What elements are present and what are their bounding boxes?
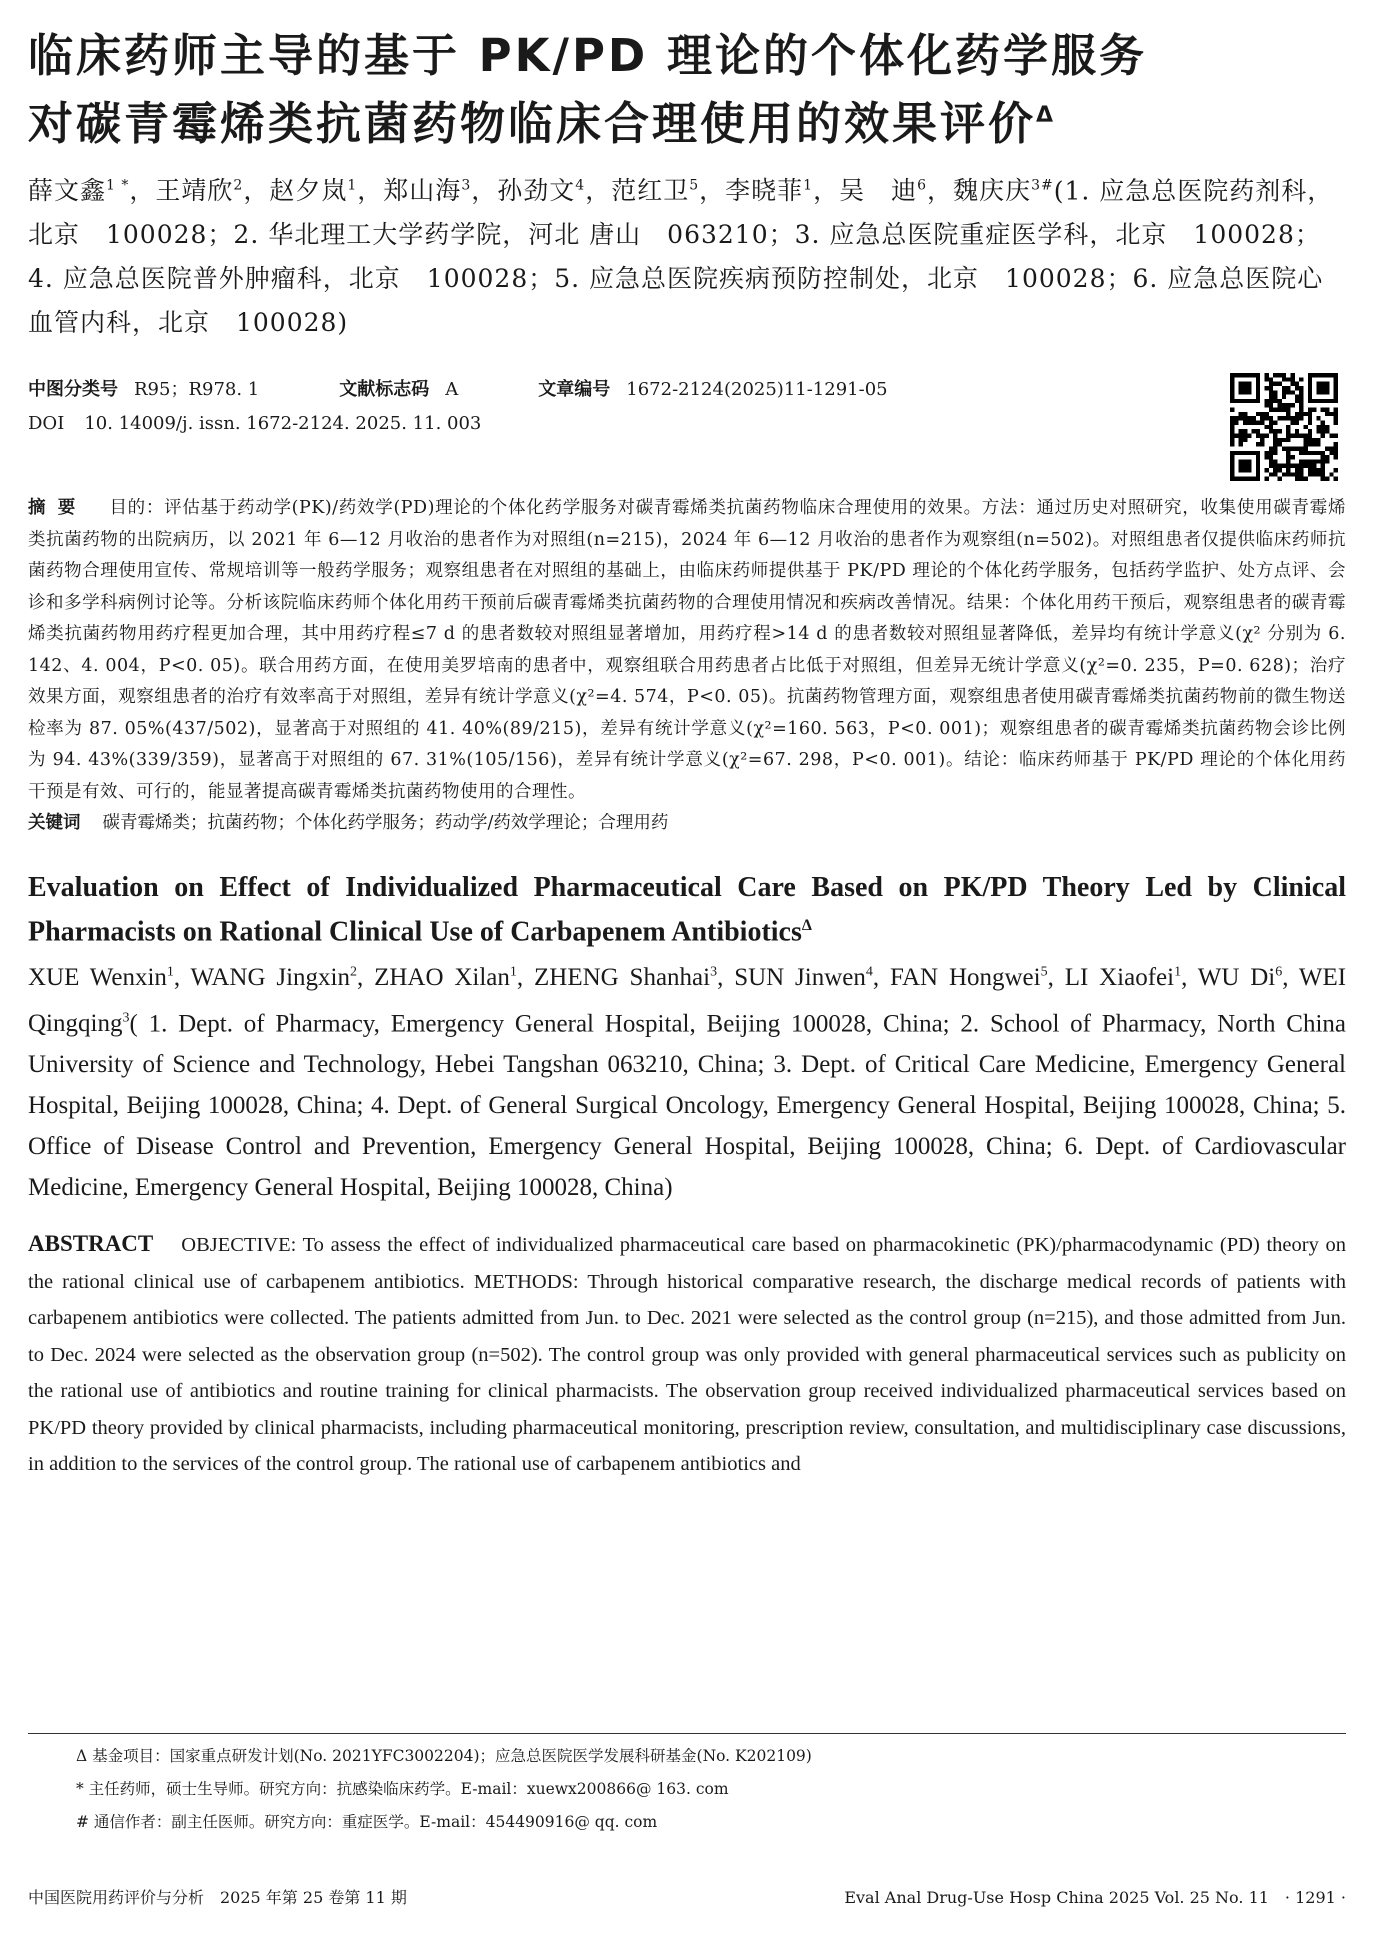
keywords-cn-text: 碳青霉烯类；抗菌药物；个体化药学服务；药动学/药效学理论；合理用药: [102, 813, 669, 834]
article-meta: [28, 373, 1346, 463]
author-name: 薛文鑫: [28, 176, 107, 206]
page-footer: [28, 1885, 1346, 1908]
title-cn-line2: [28, 90, 1346, 158]
author-affiliation-mark: 3#: [1031, 178, 1054, 194]
abstract-en: [28, 1226, 1346, 1483]
author-affiliation-mark: 1: [1174, 964, 1182, 980]
footnote-corresponding: # 通信作者：副主任医师。研究方向：重症医学。E-mail：454490916@ qq. com: [76, 1813, 658, 1831]
author-affiliation-mark: 2: [350, 964, 357, 980]
author-affiliation-mark: 1 *: [106, 178, 130, 194]
doc-code-label: 文献标志码: [339, 379, 430, 401]
title-en-fund-mark: Δ: [801, 917, 812, 935]
author-name: WU Di: [1197, 963, 1276, 991]
keywords-cn-label: 关键词: [28, 813, 81, 834]
title-cn-line2-text: 对碳青霉烯类抗菌药物临床合理使用的效果评价: [28, 97, 1037, 150]
author-list-en: XUE Wenxin$^1$, WANG Jingxin$^2$, ZHAO Xilan$^1$, ZHENG Shanhai$^3$, SUN Jinwen$^4$, FAN Hongwei$^5$, LI Xiaofei$^1$, WU Di$^6$, WEI Qingqing$^3$: [28, 963, 1347, 1038]
author-affiliation-mark: 6: [1275, 964, 1283, 980]
clc-value: R95；R978. 1: [134, 379, 260, 401]
author-affiliation-mark: 4: [575, 178, 586, 194]
meta-row-1: [28, 373, 1346, 407]
author-name: WEI Qingqing: [28, 963, 1347, 1038]
abstract-en-label: ABSTRACT: [28, 1231, 154, 1257]
author-affiliation-mark: 3: [710, 964, 718, 980]
meta-row-2: [28, 407, 1346, 441]
author-name: 范红卫: [611, 176, 690, 206]
author-affiliation-mark: 3: [461, 178, 472, 194]
author-affiliation-mark: 1: [803, 178, 814, 194]
author-name: 魏庆庆: [953, 176, 1032, 206]
author-name: 郑山海: [383, 176, 462, 206]
author-name: 王靖欣: [155, 176, 234, 206]
author-name: 孙劲文: [497, 176, 576, 206]
authors-en: [28, 952, 1346, 1209]
abstract-cn-label: 摘要: [28, 498, 88, 519]
author-list-cn: 薛文鑫$^{1 *}$，王靖欣$^2$，赵夕岚$^1$，郑山海$^3$，孙劲文$^4$，范红卫$^5$，李晓菲$^1$，吴 迪$^6$，魏庆庆$^{3\#}$: [28, 176, 1054, 206]
author-name: 李晓菲: [725, 176, 804, 206]
abstract-cn-text: 目的：评估基于药动学(PK)/药效学(PD)理论的个体化药学服务对碳青霉烯类抗菌药物临床合理使用的效果。方法：通过历史对照研究，收集使用碳青霉烯类抗菌药物的出院病历，以 2021 年 6—12 月收治的患者作为对照组(n=215)，2024 年 6—12 月收治的患者作为观察组(n=502)。对照组患者仅提供临床药师抗菌药物合理使用宣传、常规培训等一般药学服务；观察组患者在对照组的基础上，由临床药师提供基于 PK/PD 理论的个体化药学服务，包括药学监护、处方点评、会诊和多学科病例讨论等。分析该院临床药师个体化用药干预前后碳青霉烯类抗菌药物的合理使用情况和疾病改善情况。结果：个体化用药干预后，观察组患者的碳青霉烯类抗菌药物用药疗程更加合理，其中用药疗程≤7 d 的患者数较对照组显著增加，用药疗程>14 d 的患者数较对照组显著降低，差异均有统计学意义(χ² 分别为 6. 142、4. 004，P<0. 05)。联合用药方面，在使用美罗培南的患者中，观察组联合用药患者占比低于对照组，但差异无统计学意义(χ²=0. 235，P=0. 628)；治疗效果方面，观察组患者的治疗有效率高于对照组，差异有统计学意义(χ²=4. 574，P<0. 05)。抗菌药物管理方面，观察组患者使用碳青霉烯类抗菌药物前的微生物送检率为 87. 05%(437/502)，显著高于对照组的 41. 40%(89/215)，差异有统计学意义(χ²=160. 563，P<0. 001)；观察组患者的碳青霉烯类抗菌药物会诊比例为 94. 43%(339/359)，显著高于对照组的 67. 31%(105/156)，差异有统计学意义(χ²=67. 298，P<0. 001)。结论：临床药师基于 PK/PD 理论的个体化用药干预是有效、可行的，能显著提高碳青霉烯类抗菌药物使用的合理性。: [28, 498, 1347, 802]
author-name: 赵夕岚: [269, 176, 348, 206]
author-name: 吴 迪: [839, 176, 918, 206]
title-fund-mark: Δ: [1036, 103, 1057, 128]
authors-cn: [28, 164, 1346, 345]
clc-label: 中图分类号: [28, 379, 118, 401]
author-name: ZHENG Shanhai: [534, 963, 711, 991]
title-en: [28, 869, 1346, 951]
footer-journal-cn: 中国医院用药评价与分析 2025 年第 25 卷第 11 期: [28, 1888, 407, 1907]
doi-value: 10. 14009/j. issn. 1672-2124. 2025. 11. 003: [84, 413, 482, 435]
footnotes: [28, 1733, 1346, 1839]
doc-code-value: A: [445, 379, 459, 401]
author-name: LI Xiaofei: [1064, 963, 1175, 991]
author-affiliation-mark: 5: [1040, 964, 1048, 980]
author-affiliation-mark: 1: [509, 964, 517, 980]
article-no-label: 文章编号: [538, 379, 611, 401]
author-affiliation-mark: 2: [233, 178, 244, 194]
author-affiliation-mark: 4: [865, 964, 873, 980]
author-affiliation-mark: 3: [122, 1010, 130, 1026]
title-cn-line1: 临床药师主导的基于 PK/PD 理论的个体化药学服务: [28, 29, 1147, 82]
affiliations-cn: (1. 应急总医院药剂科，北京 100028；2. 华北理工大学药学院，河北 唐山 063210；3. 应急总医院重症医学科，北京 100028；4. 应急总医院普外肿瘤科，北京 100028；5. 应急总医院疾病预防控制处，北京 100028；6. 应急总医院心血管内科，北京 100028): [28, 176, 1334, 338]
article-no-value: 1672-2124(2025)11-1291-05: [626, 379, 888, 401]
affiliations-en: ( 1. Dept. of Pharmacy, Emergency General Hospital, Beijing 100028, China; 2. School of Pharmacy, North China University of Science and Technology, Hebei Tangshan 063210, China; 3. Dept. of Critical Care Medicine, Emergency General Hospital, Beijing 100028, China; 4. Dept. of General Surgical Oncology, Emergency General Hospital, Beijing 100028, China; 5. Office of Disease Control and Prevention, Emergency General Hospital, Beijing 100028, China; 6. Dept. of Cardiovascular Medicine, Emergency General Hospital, Beijing 100028, China): [28, 1010, 1346, 1202]
article-page: [28, 22, 1346, 1483]
title-cn: [28, 22, 1346, 158]
author-name: XUE Wenxin: [28, 963, 167, 991]
author-name: FAN Hongwei: [889, 963, 1041, 991]
author-name: ZHAO Xilan: [374, 963, 510, 991]
footer-journal-en: Eval Anal Drug-Use Hosp China 2025 Vol. 25 No. 11 · 1291 ·: [844, 1888, 1346, 1907]
keywords-cn: [28, 808, 1346, 839]
author-affiliation-mark: 1: [347, 178, 358, 194]
title-en-text: Evaluation on Effect of Individualized Pharmaceutical Care Based on PK/PD Theory Led by Clinical Pharmacists on Rational Clinical Use of Carbapenem Antibiotics: [28, 872, 1346, 948]
footnote-first-author: * 主任药师，硕士生导师。研究方向：抗感染临床药学。E-mail：xuewx200866@ 163. com: [76, 1780, 729, 1798]
qr-code-icon: [1230, 373, 1338, 481]
doi-label: DOI: [28, 413, 65, 435]
author-affiliation-mark: 6: [917, 178, 928, 194]
author-name: SUN Jinwen: [734, 963, 866, 991]
abstract-cn: [28, 493, 1346, 808]
footnote-fund: Δ 基金项目：国家重点研发计划(No. 2021YFC3002204)；应急总医院医学发展科研基金(No. K202109): [76, 1747, 812, 1765]
author-name: WANG Jingxin: [190, 963, 350, 991]
author-affiliation-mark: 5: [689, 178, 700, 194]
abstract-en-text: OBJECTIVE: To assess the effect of individualized pharmaceutical care based on pharmacokinetic (PK)/pharmacodynamic (PD) theory on the rational clinical use of carbapenem antibiotics. METHODS: Through historical comparative research, the discharge medical records of patients with carbapenem antibiotics were collected. The patients admitted from Jun. to Dec. 2021 were selected as the control group (n=215), and those admitted from Jun. to Dec. 2024 were selected as the observation group (n=502). The control group was only provided with general pharmaceutical services such as publicity on the rational use of antibiotics and routine training for clinical pharmacists. The observation group received individualized pharmaceutical services based on PK/PD theory provided by clinical pharmacists, including pharmaceutical monitoring, prescription review, consultation, and multidisciplinary case discussions, in addition to the services of the control group. The rational use of carbapenem antibiotics and: [28, 1234, 1346, 1476]
author-affiliation-mark: 1: [166, 964, 174, 980]
